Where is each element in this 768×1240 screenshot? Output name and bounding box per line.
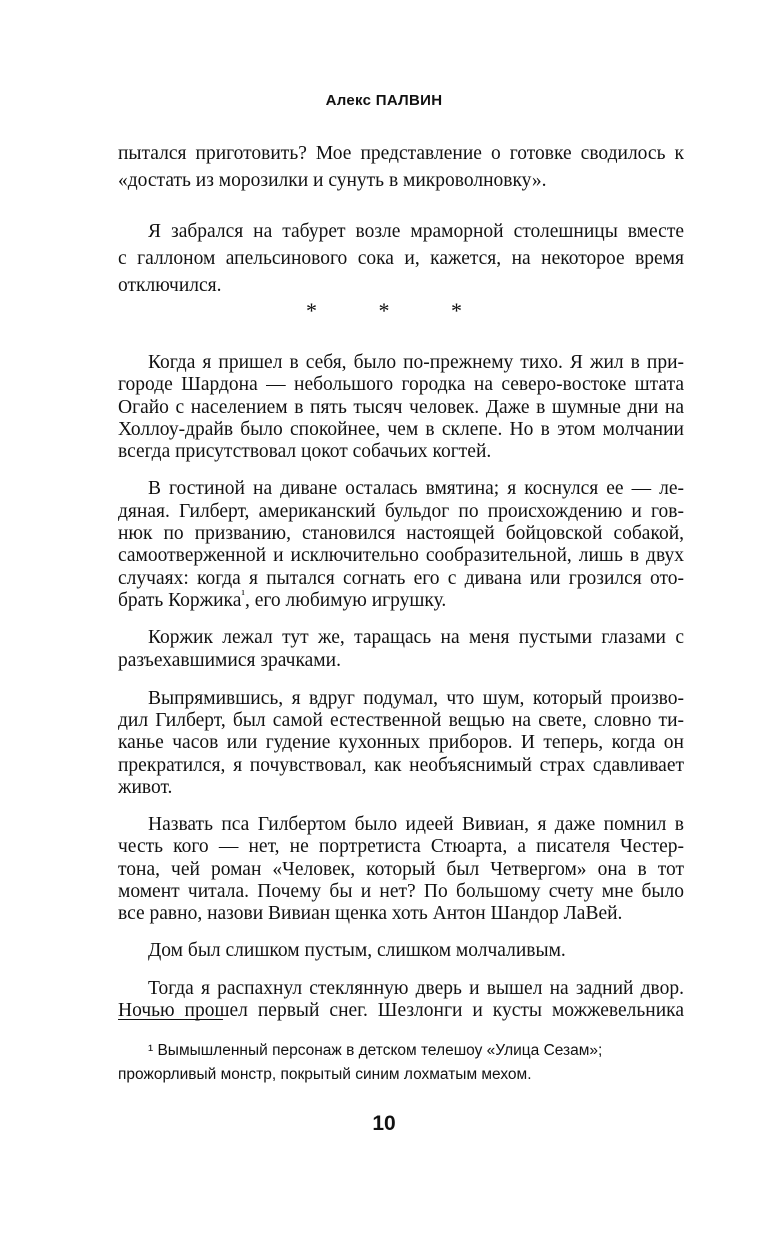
- footnote-line: ¹ Вымышленный персонаж в детском телешоу «Улица Сезам»;: [148, 1042, 603, 1059]
- text-line: все равно, назови Вивиан щенка хоть Антон Шандор ЛаВей.: [118, 903, 623, 924]
- text-line: [118, 587, 684, 614]
- footnote-ref[interactable]: ¹: [241, 587, 245, 602]
- text-line: Коржик лежал тут же, таращась на меня пустыми глазами с: [148, 627, 684, 648]
- text-line: Дом был слишком пустым, слишком молчаливым.: [148, 940, 566, 961]
- footnote-rule: [118, 1019, 223, 1020]
- text-line: Огайо с населением в пять тысяч человек. Даже в шумные дни на: [118, 397, 684, 418]
- text-line: отключился.: [118, 275, 222, 296]
- text-line: момент читала. Почему бы и нет? По большому счету мне было: [118, 881, 684, 902]
- text-line: дил Гилберт, был самой естественной вещью на свете, словно ти-: [118, 710, 684, 731]
- text-line: прекратился, я почувствовал, как необъяснимый страх сдавливает: [118, 755, 684, 776]
- text-line: Холлоу-драйв было спокойнее, чем в склепе. Но в этом молчании: [118, 419, 684, 440]
- text-line: Выпрямившись, я вдруг подумал, что шум, который произво-: [148, 688, 684, 709]
- text-line: случаях: когда я пытался согнать его с дивана или грозился ото-: [118, 568, 684, 589]
- text-line: Ночью прошел первый снег. Шезлонги и кусты можжевельника: [118, 1000, 684, 1021]
- text-line: Назвать пса Гилбертом было идеей Вивиан, я даже помнил в: [148, 814, 684, 835]
- page-number: 10: [372, 1112, 396, 1135]
- section-separator: * * *: [306, 298, 490, 323]
- text-line: «достать из морозилки и сунуть в микроволновку».: [118, 170, 547, 191]
- text-line: канье часов или гудение кухонных приборов. И теперь, когда он: [118, 732, 684, 753]
- text-line: разъехавшимися зрачками.: [118, 650, 341, 671]
- text-run: брать Коржика: [118, 590, 242, 611]
- text-run: , его любимую игрушку.: [245, 590, 447, 611]
- text-line: всегда присутствовал цокот собачьих когтей.: [118, 441, 492, 462]
- text-line: Когда я пришел в себя, было по-прежнему тихо. Я жил в при-: [148, 352, 684, 373]
- text-line: городе Шардона — небольшого городка на северо-востоке штата: [118, 374, 684, 395]
- text-line: живот.: [118, 777, 173, 798]
- text-line: Я забрался на табурет возле мраморной столешницы вместе: [148, 221, 684, 242]
- text-line: тона, чей роман «Человек, который был Четвергом» она в тот: [118, 859, 684, 880]
- text-line: Тогда я распахнул стеклянную дверь и вышел на задний двор.: [148, 978, 684, 999]
- footnote-line: прожорливый монстр, покрытый синим лохматым мехом.: [118, 1066, 532, 1083]
- text-line: нюк по призванию, становился настоящей бойцовской собакой,: [118, 523, 684, 544]
- text-line: с галлоном апельсинового сока и, кажется, на некоторое время: [118, 248, 684, 269]
- text-line: В гостиной на диване осталась вмятина; я коснулся ее — ле-: [148, 478, 684, 499]
- text-line: самоотверженной и исключительно сообразительной, лишь в двух: [118, 545, 684, 566]
- text-line: пытался приготовить? Мое представление о готовке сводилось к: [118, 143, 684, 164]
- text-line: дяная. Гилберт, американский бульдог по происхождению и гов-: [118, 501, 684, 522]
- running-head: Алекс ПАЛВИН: [325, 92, 443, 109]
- text-line: честь кого — нет, не портретиста Стюарта, а писателя Честер-: [118, 836, 684, 857]
